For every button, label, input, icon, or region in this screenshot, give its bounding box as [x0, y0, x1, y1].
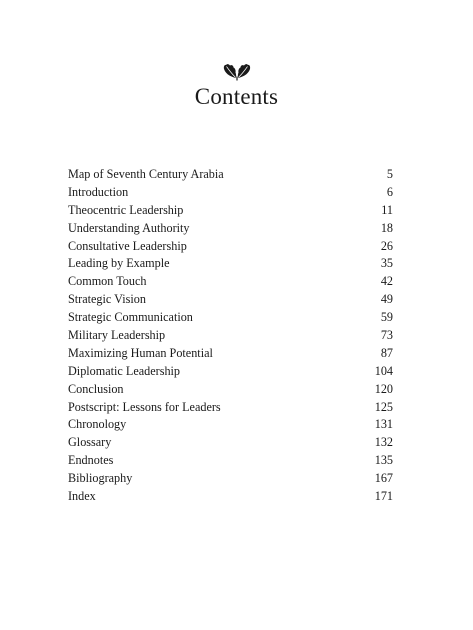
toc-entry-page: 171: [374, 489, 393, 504]
toc-entry: [68, 273, 393, 291]
toc-entry: [68, 327, 393, 345]
toc-entry-title: Understanding Authority: [68, 220, 190, 235]
toc-entry-page: 6: [386, 184, 393, 199]
toc-entry: [68, 416, 393, 434]
toc-entry: [68, 345, 393, 363]
toc-entry-page: 49: [380, 292, 393, 307]
toc-entry: [68, 255, 393, 273]
toc-entry: [68, 363, 393, 381]
toc-entry-title: Theocentric Leadership: [68, 202, 184, 217]
toc-entry: [68, 399, 393, 417]
toc-entry-title: Strategic Communication: [68, 310, 193, 325]
toc-entry-page: 59: [380, 310, 393, 325]
toc-entry-title: Leading by Example: [68, 256, 170, 271]
toc-entry-title: Maximizing Human Potential: [68, 345, 213, 360]
toc-entry: [68, 381, 393, 399]
toc-entry-page: 87: [380, 345, 393, 360]
toc-entry-title: Bibliography: [68, 471, 133, 486]
toc-entry-title: Glossary: [68, 435, 112, 450]
toc-entry-title: Introduction: [68, 184, 129, 199]
toc-entry: [68, 291, 393, 309]
toc-entry-title: Strategic Vision: [68, 292, 146, 307]
toc-entry-page: 35: [380, 256, 393, 271]
toc-entry-page: 73: [380, 328, 393, 343]
toc-entry: [68, 434, 393, 452]
toc-entry: [68, 184, 393, 202]
toc-entry-page: 104: [374, 363, 393, 378]
toc-entry: [68, 166, 393, 184]
toc-entry-title: Conclusion: [68, 381, 124, 396]
toc-entry-page: 125: [374, 399, 393, 414]
toc-entry-title: Military Leadership: [68, 328, 166, 343]
toc-entry: [68, 220, 393, 238]
toc-entry: [68, 238, 393, 256]
toc-entry-page: 11: [381, 202, 393, 217]
toc-entry-title: Common Touch: [68, 274, 147, 289]
leaf-ornament-icon: [222, 63, 252, 81]
toc-entry-title: Diplomatic Leadership: [68, 363, 181, 378]
toc-entry-page: 167: [374, 471, 393, 486]
table-of-contents: [68, 166, 393, 506]
toc-entry-page: 131: [374, 417, 393, 432]
toc-entry-title: Consultative Leadership: [68, 238, 187, 253]
toc-entry: [68, 309, 393, 327]
toc-entry: [68, 470, 393, 488]
toc-entry: [68, 202, 393, 220]
toc-entry-page: 135: [374, 453, 393, 468]
page-title: Contents: [194, 84, 279, 109]
toc-entry: [68, 488, 393, 506]
toc-entry-page: 26: [380, 238, 393, 253]
toc-entry-page: 18: [380, 220, 393, 235]
toc-entry: [68, 452, 393, 470]
toc-entry-title: Postscript: Lessons for Leaders: [68, 399, 221, 414]
toc-entry-page: 42: [380, 274, 393, 289]
toc-entry-page: 120: [374, 381, 393, 396]
toc-entry-title: Index: [68, 489, 96, 504]
toc-entry-title: Endnotes: [68, 453, 114, 468]
toc-entry-page: 132: [374, 435, 393, 450]
toc-entry-page: 5: [386, 167, 393, 181]
toc-entry-title: Map of Seventh Century Arabia: [68, 167, 224, 181]
toc-entry-title: Chronology: [68, 417, 127, 432]
